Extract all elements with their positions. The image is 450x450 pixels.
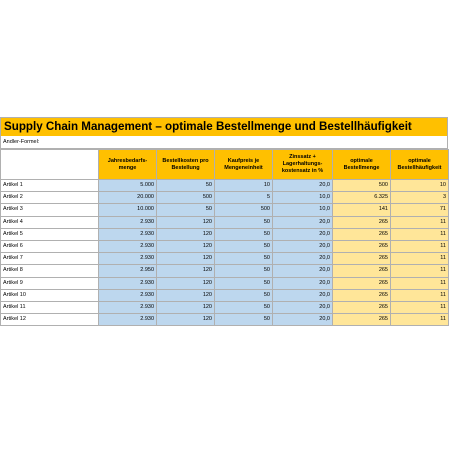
cell-kaufpreis[interactable]: 50 — [215, 240, 273, 252]
cell-bestellkosten[interactable]: 120 — [157, 277, 215, 289]
cell-optimale-bestellmenge[interactable]: 265 — [333, 301, 391, 313]
cell-bestellkosten[interactable]: 120 — [157, 265, 215, 277]
cell-bestellkosten[interactable]: 50 — [157, 204, 215, 216]
table-row — [1, 216, 449, 228]
cell-bestellkosten[interactable]: 120 — [157, 301, 215, 313]
table-row — [1, 204, 449, 216]
table-row — [1, 240, 449, 252]
cell-jahresbedarf[interactable]: 2.930 — [99, 216, 157, 228]
cell-jahresbedarf[interactable]: 2.930 — [99, 301, 157, 313]
cell-artikel[interactable]: Artikel 5 — [1, 228, 99, 240]
cell-bestellkosten[interactable]: 120 — [157, 240, 215, 252]
header-bestellkosten[interactable]: Bestellkosten pro Bestellung — [157, 150, 215, 180]
cell-artikel[interactable]: Artikel 6 — [1, 240, 99, 252]
cell-zinssatz[interactable]: 10,0 — [273, 192, 333, 204]
cell-zinssatz[interactable]: 20,0 — [273, 228, 333, 240]
cell-bestellkosten[interactable]: 120 — [157, 253, 215, 265]
cell-jahresbedarf[interactable]: 2.930 — [99, 253, 157, 265]
cell-optimale-bestellmenge[interactable]: 500 — [333, 180, 391, 192]
cell-optimale-bestellmenge[interactable]: 265 — [333, 216, 391, 228]
cell-jahresbedarf[interactable]: 20.000 — [99, 192, 157, 204]
spreadsheet — [0, 117, 448, 326]
cell-zinssatz[interactable]: 20,0 — [273, 314, 333, 326]
cell-zinssatz[interactable]: 20,0 — [273, 289, 333, 301]
cell-bestellkosten[interactable]: 120 — [157, 314, 215, 326]
cell-jahresbedarf[interactable]: 2.930 — [99, 277, 157, 289]
cell-optimale-bestellmenge[interactable]: 265 — [333, 253, 391, 265]
cell-optimale-bestellhaeufigkeit[interactable]: 11 — [391, 253, 449, 265]
table-row — [1, 192, 449, 204]
cell-optimale-bestellhaeufigkeit[interactable]: 11 — [391, 240, 449, 252]
cell-jahresbedarf[interactable]: 2.930 — [99, 289, 157, 301]
cell-artikel[interactable]: Artikel 9 — [1, 277, 99, 289]
cell-optimale-bestellhaeufigkeit[interactable]: 11 — [391, 228, 449, 240]
cell-bestellkosten[interactable]: 120 — [157, 228, 215, 240]
cell-kaufpreis[interactable]: 50 — [215, 228, 273, 240]
cell-optimale-bestellmenge[interactable]: 141 — [333, 204, 391, 216]
cell-bestellkosten[interactable]: 120 — [157, 216, 215, 228]
cell-jahresbedarf[interactable]: 5.000 — [99, 180, 157, 192]
cell-optimale-bestellmenge[interactable]: 265 — [333, 240, 391, 252]
table-row — [1, 180, 449, 192]
cell-artikel[interactable]: Artikel 10 — [1, 289, 99, 301]
cell-kaufpreis[interactable]: 5 — [215, 192, 273, 204]
cell-optimale-bestellhaeufigkeit[interactable]: 10 — [391, 180, 449, 192]
cell-zinssatz[interactable]: 20,0 — [273, 301, 333, 313]
cell-optimale-bestellhaeufigkeit[interactable]: 11 — [391, 314, 449, 326]
cell-optimale-bestellhaeufigkeit[interactable]: 11 — [391, 265, 449, 277]
formula-label[interactable]: Andler-Formel: — [0, 136, 448, 149]
cell-optimale-bestellmenge[interactable]: 265 — [333, 277, 391, 289]
cell-optimale-bestellmenge[interactable]: 265 — [333, 289, 391, 301]
cell-zinssatz[interactable]: 20,0 — [273, 180, 333, 192]
cell-jahresbedarf[interactable]: 2.930 — [99, 240, 157, 252]
cell-jahresbedarf[interactable]: 2.950 — [99, 265, 157, 277]
cell-kaufpreis[interactable]: 50 — [215, 289, 273, 301]
cell-artikel[interactable]: Artikel 12 — [1, 314, 99, 326]
cell-optimale-bestellmenge[interactable]: 6.325 — [333, 192, 391, 204]
table-row — [1, 277, 449, 289]
table-row — [1, 228, 449, 240]
cell-bestellkosten[interactable]: 120 — [157, 289, 215, 301]
cell-kaufpreis[interactable]: 50 — [215, 301, 273, 313]
cell-kaufpreis[interactable]: 10 — [215, 180, 273, 192]
cell-kaufpreis[interactable]: 50 — [215, 253, 273, 265]
cell-kaufpreis[interactable]: 50 — [215, 314, 273, 326]
table-row — [1, 314, 449, 326]
cell-optimale-bestellhaeufigkeit[interactable]: 11 — [391, 216, 449, 228]
cell-kaufpreis[interactable]: 50 — [215, 216, 273, 228]
table-body — [1, 180, 449, 326]
cell-optimale-bestellmenge[interactable]: 265 — [333, 228, 391, 240]
header-optimale-bestellmenge[interactable]: optimale Bestellmenge — [333, 150, 391, 180]
cell-artikel[interactable]: Artikel 7 — [1, 253, 99, 265]
cell-bestellkosten[interactable]: 50 — [157, 180, 215, 192]
cell-optimale-bestellhaeufigkeit[interactable]: 11 — [391, 277, 449, 289]
table-row — [1, 289, 449, 301]
cell-kaufpreis[interactable]: 50 — [215, 277, 273, 289]
cell-artikel[interactable]: Artikel 1 — [1, 180, 99, 192]
cell-artikel[interactable]: Artikel 8 — [1, 265, 99, 277]
header-blank[interactable] — [1, 150, 99, 180]
cell-artikel[interactable]: Artikel 2 — [1, 192, 99, 204]
cell-zinssatz[interactable]: 20,0 — [273, 265, 333, 277]
table-row — [1, 301, 449, 313]
cell-optimale-bestellmenge[interactable]: 265 — [333, 314, 391, 326]
header-zinssatz[interactable]: Zinssatz + Lagerhaltungs-kostensatz in % — [273, 150, 333, 180]
cell-zinssatz[interactable]: 10,0 — [273, 204, 333, 216]
cell-jahresbedarf[interactable]: 2.930 — [99, 314, 157, 326]
cell-artikel[interactable]: Artikel 3 — [1, 204, 99, 216]
cell-kaufpreis[interactable]: 50 — [215, 265, 273, 277]
cell-optimale-bestellhaeufigkeit[interactable]: 11 — [391, 301, 449, 313]
header-optimale-bestellhaeufigkeit[interactable]: optimale Bestellhäufigkeit — [391, 150, 449, 180]
table-row — [1, 253, 449, 265]
header-row — [1, 150, 449, 180]
cell-zinssatz[interactable]: 20,0 — [273, 240, 333, 252]
sheet-title[interactable]: Supply Chain Management – optimale Bestellmenge und Bestellhäufigkeit — [0, 117, 448, 136]
table-row — [1, 265, 449, 277]
cell-jahresbedarf[interactable]: 10.000 — [99, 204, 157, 216]
cell-zinssatz[interactable]: 20,0 — [273, 216, 333, 228]
cell-optimale-bestellhaeufigkeit[interactable]: 3 — [391, 192, 449, 204]
cell-artikel[interactable]: Artikel 4 — [1, 216, 99, 228]
cell-optimale-bestellhaeufigkeit[interactable]: 71 — [391, 204, 449, 216]
cell-kaufpreis[interactable]: 500 — [215, 204, 273, 216]
cell-optimale-bestellhaeufigkeit[interactable]: 11 — [391, 289, 449, 301]
data-table — [0, 149, 449, 326]
cell-artikel[interactable]: Artikel 11 — [1, 301, 99, 313]
cell-jahresbedarf[interactable]: 2.930 — [99, 228, 157, 240]
cell-bestellkosten[interactable]: 500 — [157, 192, 215, 204]
cell-optimale-bestellmenge[interactable]: 265 — [333, 265, 391, 277]
header-jahresbedarf[interactable]: Jahresbedarfs-menge — [99, 150, 157, 180]
cell-zinssatz[interactable]: 20,0 — [273, 253, 333, 265]
header-kaufpreis[interactable]: Kaufpreis je Mengeneinheit — [215, 150, 273, 180]
cell-zinssatz[interactable]: 20,0 — [273, 277, 333, 289]
